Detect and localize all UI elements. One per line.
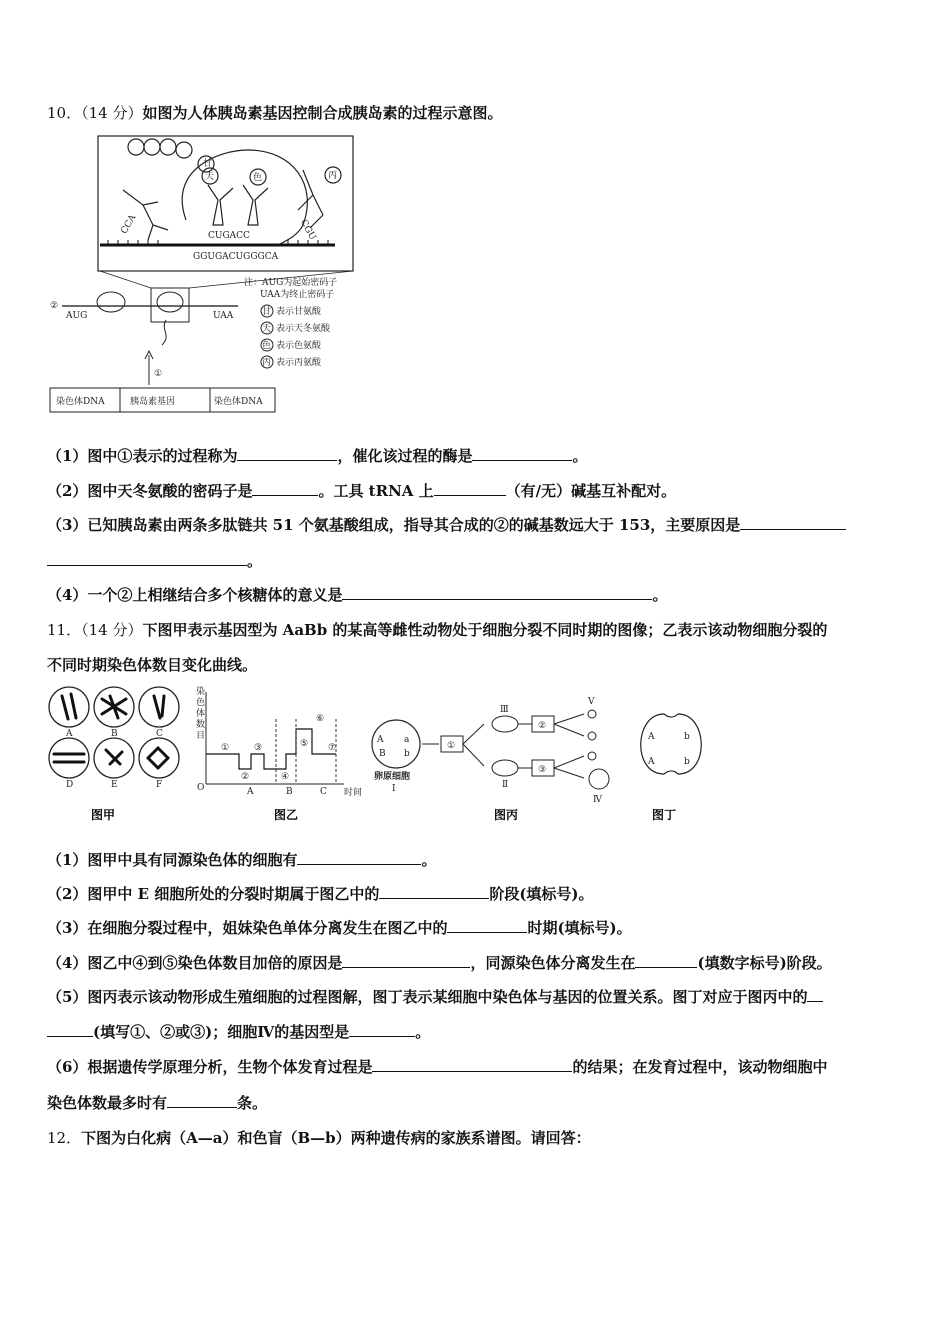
q11-stem-2: 不同时期染色体数目变化曲线。 — [47, 656, 258, 674]
legend-text-gly: 表示甘氨酸 — [276, 307, 322, 317]
stage-2: ② — [241, 772, 250, 782]
cell-label-f: F — [156, 780, 163, 790]
q10-stem: 如图为人体胰岛素基因控制合成胰岛素的过程示意图。 — [142, 104, 503, 122]
aa-asp: 天 — [205, 172, 215, 182]
peptide-bead — [128, 139, 144, 155]
mrna-seq: GGUGACUGGGCA — [193, 252, 279, 262]
gene-b-big: B — [379, 749, 386, 759]
q12-heading — [47, 1127, 591, 1148]
answer-blank[interactable] — [167, 1093, 237, 1108]
q10-sub4: （4）一个②上相继结合多个核糖体的意义是 。 — [47, 586, 668, 604]
roman-5: Ⅴ — [588, 697, 595, 707]
peptide-tail — [162, 320, 166, 345]
q11-heading — [47, 619, 827, 640]
cell-label-a: A — [66, 729, 73, 739]
anticodon-pair: CUGACC — [208, 231, 250, 241]
answer-blank[interactable] — [372, 1057, 572, 1072]
roman-2: Ⅱ — [502, 780, 509, 790]
trna-mid-1 — [208, 185, 233, 225]
gene-a-small: a — [404, 735, 410, 745]
q11-sub4: （4）图乙中④到⑤染色体数目加倍的原因是 ，同源染色体分离发生在 (填数字标号)阶段。 — [47, 954, 832, 972]
mrna-mark: ② — [50, 301, 59, 311]
legend-sym-trp: 色 — [262, 341, 272, 351]
xtick-c: C — [320, 787, 327, 797]
legend-sym-gly: 甘 — [262, 307, 272, 317]
note-stop: UAA为终止密码子 — [260, 290, 335, 300]
legend-text-ala: 表示丙氨酸 — [276, 358, 322, 368]
cell-label-e: E — [111, 780, 118, 790]
q10-heading — [47, 102, 502, 123]
stage-4: ④ — [281, 772, 290, 782]
aa-gly: 甘 — [203, 159, 213, 169]
answer-blank[interactable] — [342, 585, 652, 600]
trna-mid-2 — [243, 185, 268, 225]
ribosome-lower-2 — [157, 292, 183, 312]
q11-sub6-cont: 染色体数最多时有 条。 — [47, 1094, 268, 1112]
process-mark-1: ① — [447, 741, 456, 751]
q10-figure — [48, 130, 378, 415]
answer-blank[interactable] — [297, 850, 421, 865]
ding-gene-b: b — [684, 732, 690, 742]
ribosome-zoom-box — [98, 136, 353, 271]
dna-seg-1: 染色体DNA — [56, 397, 105, 407]
q11-sub2: （2）图甲中 E 细胞所处的分裂时期属于图乙中的 阶段(填标号)。 — [47, 885, 594, 903]
q12-stem: 下图为白化病（A—a）和色盲（B—b）两种遗传病的家族系谱图。请回答： — [81, 1129, 591, 1147]
chart-xlabel: 时间 — [344, 788, 363, 798]
roman-1: Ⅰ — [392, 784, 396, 794]
q11-figure — [44, 684, 704, 829]
caption-ding: 图丁 — [652, 808, 677, 822]
answer-blank[interactable] — [447, 918, 527, 933]
stage-3: ③ — [254, 743, 263, 753]
q11-sub3: （3）在细胞分裂过程中，姐妹染色单体分离发生在图乙中的 时期(填标号)。 — [47, 919, 632, 937]
aa-ala: 丙 — [328, 171, 338, 181]
gene-b-small: b — [404, 749, 410, 759]
peptide-bead — [160, 139, 176, 155]
note-start: 注：AUG为起始密码子 — [244, 278, 338, 288]
stage-6: ⑥ — [316, 714, 325, 724]
q11-sub1: （1）图甲中具有同源染色体的细胞有 。 — [47, 851, 437, 869]
cell-iv — [589, 769, 609, 789]
ding-gene-a2: A — [648, 757, 655, 767]
q11-sub5-cont: (填写①、②或③)；细胞Ⅳ的基因型是 。 — [47, 1021, 430, 1042]
stage-1: ① — [221, 743, 230, 753]
peptide-bead — [176, 142, 192, 158]
caption-jia: 图甲 — [91, 808, 116, 822]
oocyte-label: 卵原细胞 — [374, 772, 411, 782]
dna-seg-gene: 胰岛素基因 — [130, 397, 176, 407]
start-codon: AUG — [66, 311, 88, 321]
stage-7: ⑦ — [328, 743, 337, 753]
ribosome-lower-1 — [97, 292, 125, 312]
cell-iii — [492, 716, 518, 732]
xtick-a: A — [247, 787, 254, 797]
answer-blank[interactable] — [740, 515, 846, 530]
peptide-bead — [144, 139, 160, 155]
roman-4: Ⅳ — [593, 795, 602, 805]
chart-ylabel: 染色体数目 — [196, 687, 206, 741]
answer-blank[interactable] — [635, 953, 697, 968]
zoom-frame — [151, 288, 189, 322]
gene-a-big: A — [377, 735, 384, 745]
q12-number: 12． — [47, 1129, 82, 1147]
process-mark-2: ② — [538, 721, 547, 731]
cell-f — [139, 738, 179, 778]
anticodon-right: CGU — [297, 218, 318, 242]
answer-blank[interactable] — [342, 953, 470, 968]
answer-blank[interactable] — [47, 1022, 93, 1037]
q10-sub1: （1）图中①表示的过程称为 ，催化该过程的酶是 。 — [47, 447, 588, 465]
dna-seg-3: 染色体DNA — [214, 397, 263, 407]
cell-ii — [492, 760, 518, 776]
q10-sub3-cont: 。 — [47, 550, 262, 571]
answer-blank[interactable] — [379, 884, 489, 899]
roman-3: Ⅲ — [500, 705, 509, 715]
q11-sub6: （6）根据遗传学原理分析，生物个体发育过程是 的结果；在发育过程中，该动物细胞中 — [47, 1058, 828, 1076]
ding-gene-b2: b — [684, 757, 690, 767]
aa-trp: 色 — [253, 173, 263, 183]
cell-label-b: B — [111, 729, 118, 739]
cell-c — [139, 687, 179, 727]
cell-label-c: C — [156, 729, 163, 739]
answer-blank[interactable] — [47, 551, 247, 566]
cell-a — [49, 687, 89, 727]
answer-blank[interactable] — [472, 446, 572, 461]
step-mark: ① — [154, 369, 163, 379]
ding-gene-a: A — [648, 732, 655, 742]
answer-blank[interactable] — [349, 1022, 415, 1037]
caption-yi: 图乙 — [274, 808, 299, 822]
legend-sym-asp: 天 — [262, 324, 272, 334]
q10-sub3: （3）已知胰岛素由两条多肽链共 51 个氨基酸组成，指导其合成的②的碱基数远大于 153，主要原因是 — [47, 514, 846, 535]
stop-codon: UAA — [213, 311, 234, 321]
cell-label-d: D — [66, 780, 74, 790]
caption-bing: 图丙 — [494, 808, 519, 822]
q11-sub5: （5）图丙表示该动物形成生殖细胞的过程图解，图丁表示某细胞中染色体与基因的位置关系。图丁对应于图丙中的 — [47, 986, 823, 1007]
legend-text-asp: 表示天冬氨酸 — [276, 324, 331, 334]
answer-blank[interactable] — [237, 446, 337, 461]
xtick-b: B — [286, 787, 293, 797]
chart-origin: O — [197, 783, 205, 793]
answer-blank[interactable] — [252, 481, 318, 496]
cell-d — [49, 738, 89, 778]
q10-sub2: （2）图中天冬氨酸的密码子是 。工具 tRNA 上 （有/无）碱基互补配对。 — [47, 482, 677, 500]
legend-text-trp: 表示色氨酸 — [276, 341, 322, 351]
stage-5: ⑤ — [300, 739, 309, 749]
anticodon-left: CCA — [119, 213, 139, 236]
q10-number: 10．（14 分） — [47, 104, 143, 122]
answer-blank[interactable] — [807, 987, 823, 1002]
q11-stem-1: 下图甲表示基因型为 AaBb 的某高等雌性动物处于细胞分裂不同时期的图像；乙表示该动物细胞分裂的 — [142, 621, 828, 639]
process-mark-3: ③ — [538, 765, 547, 775]
answer-blank[interactable] — [434, 481, 506, 496]
q11-number: 11．（14 分） — [47, 621, 143, 639]
legend-sym-ala: 丙 — [262, 358, 272, 368]
